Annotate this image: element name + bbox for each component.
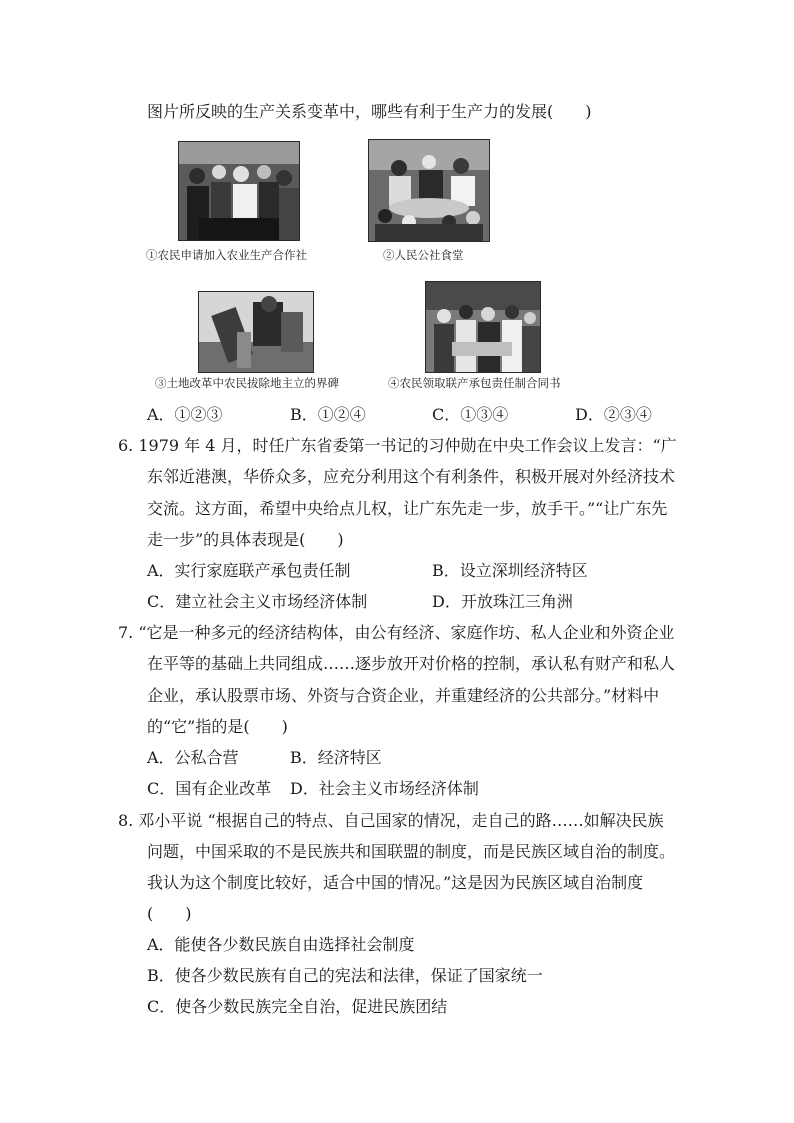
q8-option-c[interactable]: C．使各少数民族完全自治，促进民族团结 — [147, 997, 448, 1016]
q5-option-a[interactable]: A．①②③ — [147, 405, 223, 424]
q7-stem-line-2: 在平等的基础上共同组成……逐步放开对价格的控制，承认私有财产和私人 — [147, 654, 676, 673]
q6-option-d[interactable]: D．开放珠江三角洲 — [432, 592, 573, 611]
q6-stem-line-1: 6. 1979 年 4 月，时任广东省委第一书记的习仲勋在中央工作会议上发言：“广 — [118, 436, 677, 455]
q6-stem-line-4: 走一步”的具体表现是( ) — [147, 530, 344, 549]
q5-stem: 图片所反映的生产关系变革中，哪些有利于生产力的发展( ) — [147, 102, 592, 121]
q7-option-d[interactable]: D．社会主义市场经济体制 — [290, 779, 479, 798]
q7-option-c[interactable]: C．国有企业改革 — [147, 779, 272, 798]
q8-stem-line-1: 8. 邓小平说 “根据自己的特点、自己国家的情况，走自己的路……如解决民族 — [118, 811, 664, 830]
q5-option-c[interactable]: C．①③④ — [432, 405, 509, 424]
q8-stem-line-3: 我认为这个制度比较好，适合中国的情况。”这是因为民族区域自治制度 — [147, 873, 644, 892]
photo-commune-canteen — [368, 139, 490, 242]
q5-option-d[interactable]: D．②③④ — [575, 405, 652, 424]
q6-option-c[interactable]: C．建立社会主义市场经济体制 — [147, 592, 368, 611]
q7-option-b[interactable]: B．经济特区 — [290, 748, 382, 767]
photo-contract-responsibility — [425, 281, 541, 373]
q7-stem-line-3: 企业，承认股票市场、外资与合资企业，并重建经济的公共部分。”材料中 — [147, 686, 660, 705]
q6-option-a[interactable]: A．实行家庭联产承包责任制 — [147, 561, 351, 580]
photo-caption-1: ①农民申请加入农业生产合作社 — [146, 248, 307, 262]
q6-option-b[interactable]: B．设立深圳经济特区 — [432, 561, 588, 580]
q6-stem-line-3: 交流。这方面，希望中央给点儿权，让广东先走一步，放手干。”“让广东先 — [147, 499, 668, 518]
photo-cooperative — [178, 141, 300, 241]
photo-caption-2: ②人民公社食堂 — [383, 248, 464, 262]
q7-option-a[interactable]: A．公私合营 — [147, 748, 239, 767]
photo-caption-4: ④农民领取联产承包责任制合同书 — [388, 376, 561, 390]
q7-stem-line-1: 7. “它是一种多元的经济结构体，由公有经济、家庭作坊、私人企业和外资企业 — [118, 623, 675, 642]
q7-stem-line-4: 的“它”指的是( ) — [147, 717, 288, 736]
q8-stem-line-2: 问题，中国采取的不是民族共和国联盟的制度，而是民族区域自治的制度。 — [147, 842, 676, 861]
q6-stem-line-2: 东邻近港澳，华侨众多，应充分利用这个有利条件，积极开展对外经济技术 — [147, 467, 676, 486]
photo-land-reform — [198, 291, 314, 373]
q8-option-a[interactable]: A．能使各少数民族自由选择社会制度 — [147, 935, 415, 954]
q8-option-b[interactable]: B．使各少数民族有自己的宪法和法律，保证了国家统一 — [147, 966, 543, 985]
q8-stem-line-4: ( ) — [147, 904, 192, 923]
photo-caption-3: ③土地改革中农民拔除地主立的界碑 — [155, 376, 339, 390]
q5-option-b[interactable]: B．①②④ — [290, 405, 366, 424]
